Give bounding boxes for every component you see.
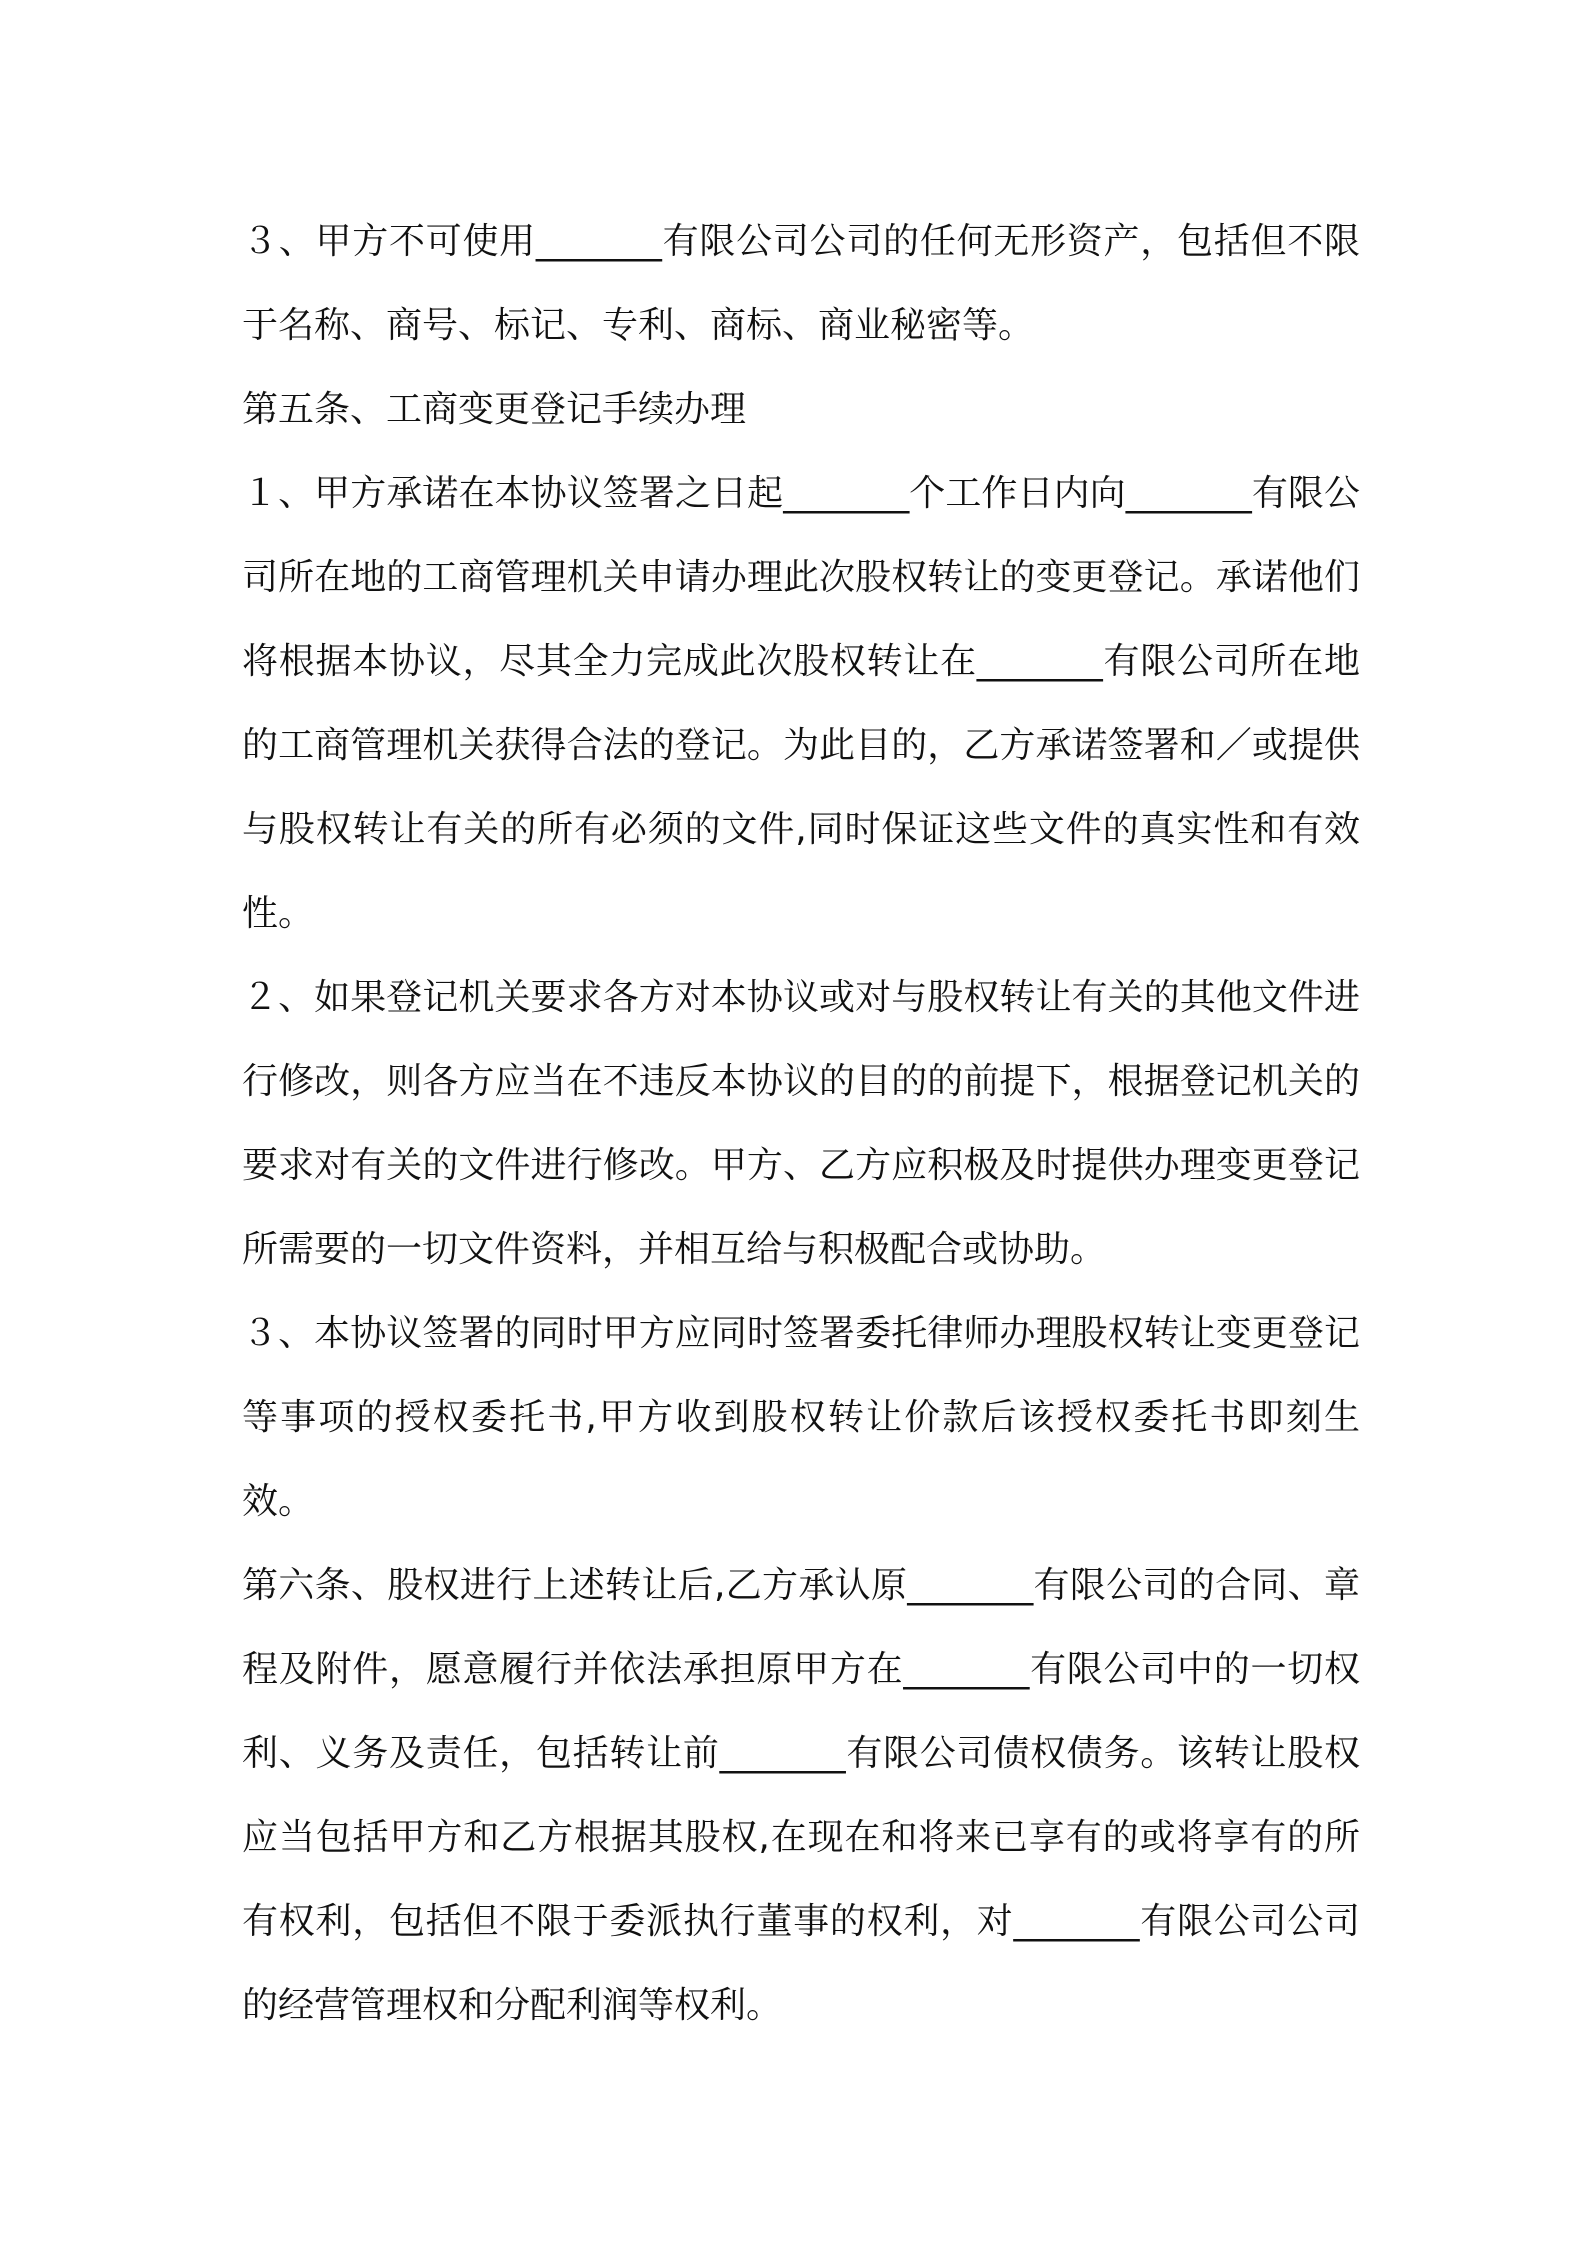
paragraph-article5-item2: ２、如果登记机关要求各方对本协议或对与股权转让有关的其他文件进行修改，则各方应当在不违反本协议的目的的前提下，根据登记机关的要求对有关的文件进行修改。甲方、乙方应积极及时提供办理变更登记所需要的一切文件资料，并相互给与积极配合或协助。 [242, 977, 1360, 1270]
paragraph-article4-item3: ３、甲方不可使用_______有限公司公司的任何无形资产，包括但不限于名称、商号、标记、专利、商标、商业秘密等。 [242, 221, 1360, 346]
paragraph-article5-item1: １、甲方承诺在本协议签署之日起_______个工作日内向_______有限公司所在地的工商管理机关申请办理此次股权转让的变更登记。承诺他们将根据本协议，尽其全力完成此次股权转让在_______有限公司所在地的工商管理机关获得合法的登记。为此目的，乙方承诺签署和／或提供与股权转让有关的所有必须的文件,同时保证这些文件的真实性和有效性。 [242, 473, 1360, 934]
paragraph-article6: 第六条、股权进行上述转让后,乙方承认原_______有限公司的合同、章程及附件，愿意履行并依法承担原甲方在_______有限公司中的一切权利、义务及责任，包括转让前_______有限公司债权债务。该转让股权应当包括甲方和乙方根据其股权,在现在和将来已享有的或将享有的所有权利，包括但不限于委派执行董事的权利，对_______有限公司公司的经营管理权和分配利润等权利。 [242, 1565, 1360, 2026]
document-body [242, 200, 1360, 2048]
paragraph-article5-item3: ３、本协议签署的同时甲方应同时签署委托律师办理股权转让变更登记等事项的授权委托书,甲方收到股权转让价款后该授权委托书即刻生效。 [242, 1313, 1360, 1522]
heading-article5: 第五条、工商变更登记手续办理 [242, 389, 747, 430]
